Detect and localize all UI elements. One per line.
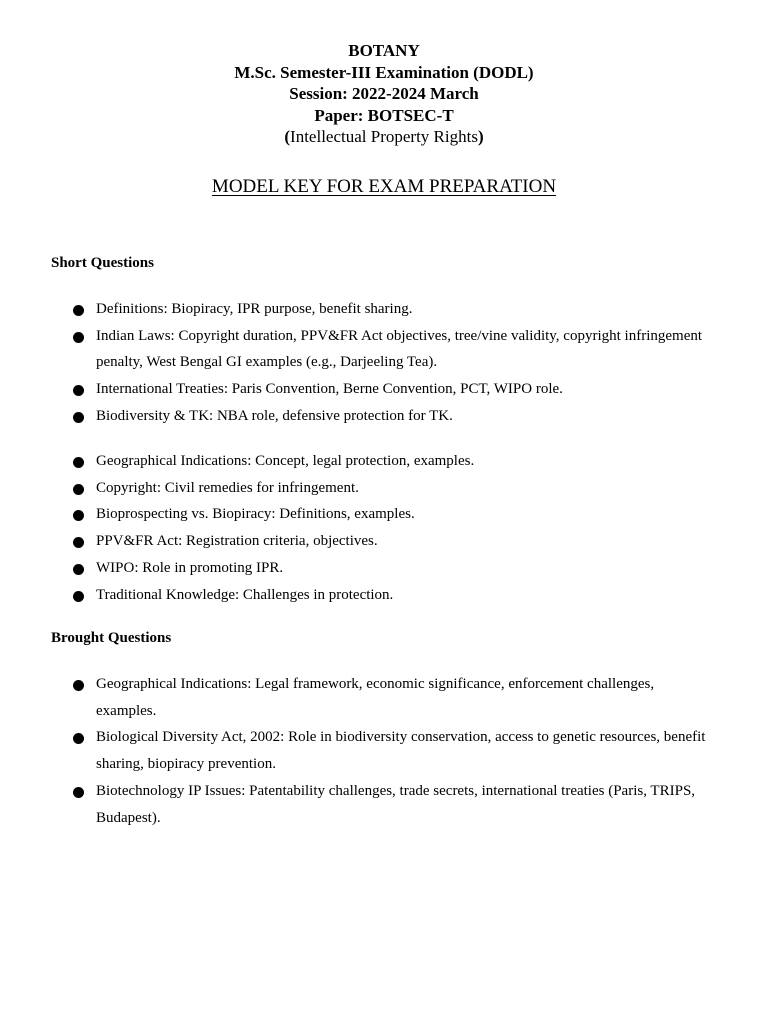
bullet-icon bbox=[73, 332, 84, 343]
list-item-text: International Treaties: Paris Convention, Berne Convention, PCT, WIPO role. bbox=[96, 381, 563, 398]
bullet-icon bbox=[73, 412, 84, 423]
open-paren: ( bbox=[284, 127, 291, 146]
list-item bbox=[0, 376, 716, 403]
list-item bbox=[0, 582, 716, 609]
list-item-text: Biological Diversity Act, 2002: Role in biodiversity conservation, access to genetic resources, benefit sharing, biopiracy prevention. bbox=[96, 729, 706, 773]
exam-line: M.Sc. Semester-III Examination (DODL) bbox=[234, 62, 534, 82]
list-item-text: Geographical Indications: Concept, legal protection, examples. bbox=[96, 453, 475, 469]
list-item-text: PPV&FR Act: Registration criteria, objectives. bbox=[96, 533, 378, 550]
list-item-text: Indian Laws: Copyright duration, PPV&FR Act objectives, tree/vine validity, copyright infringement penalty, West Bengal GI examples (e.g., Darjeeling Tea). bbox=[96, 327, 703, 371]
list-item bbox=[0, 296, 716, 323]
subject-heading: BOTANY bbox=[348, 41, 420, 60]
bullet-icon bbox=[73, 680, 84, 691]
document-header bbox=[0, 40, 768, 148]
bullet-icon bbox=[73, 457, 84, 468]
list-item bbox=[0, 671, 716, 724]
list-item bbox=[0, 448, 716, 475]
bullet-icon bbox=[73, 537, 84, 548]
brought-questions-list bbox=[0, 671, 716, 831]
list-item-text: Geographical Indications: Legal framework, economic significance, enforcement challenges, examples. bbox=[96, 676, 655, 719]
list-item bbox=[0, 778, 716, 831]
bullet-icon bbox=[73, 733, 84, 744]
list-item bbox=[0, 724, 716, 777]
document-title: MODEL KEY FOR EXAM PREPARATION bbox=[211, 176, 557, 197]
list-item-text: Copyright: Civil remedies for infringement. bbox=[96, 479, 359, 496]
short-questions-list-2 bbox=[0, 448, 716, 608]
brought-questions-heading: Brought Questions bbox=[51, 630, 172, 646]
list-item-text: WIPO: Role in promoting IPR. bbox=[96, 559, 284, 576]
list-item bbox=[0, 323, 716, 376]
close-paren: ) bbox=[477, 127, 484, 146]
session-line: Session: 2022-2024 March bbox=[289, 84, 479, 103]
list-item bbox=[0, 403, 716, 430]
list-item-text: Biotechnology IP Issues: Patentability challenges, trade secrets, international treaties (Paris, TRIPS, Budapest). bbox=[96, 782, 696, 826]
bullet-icon bbox=[73, 564, 84, 575]
list-item-text: Biodiversity & TK: NBA role, defensive protection for TK. bbox=[96, 407, 453, 424]
paper-subject-line bbox=[0, 126, 768, 148]
list-item-text: Traditional Knowledge: Challenges in protection. bbox=[96, 586, 394, 603]
bullet-icon bbox=[73, 385, 84, 396]
paper-line: Paper: BOTSEC-T bbox=[314, 105, 454, 125]
bullet-icon bbox=[73, 591, 84, 602]
list-item-text: Definitions: Biopiracy, IPR purpose, benefit sharing. bbox=[96, 301, 413, 317]
bullet-icon bbox=[73, 510, 84, 521]
bullet-icon bbox=[73, 787, 84, 798]
list-item bbox=[0, 555, 716, 582]
list-item bbox=[0, 501, 716, 528]
list-item bbox=[0, 475, 716, 502]
list-item-text: Bioprospecting vs. Biopiracy: Definitions, examples. bbox=[96, 506, 415, 523]
paper-subject-name: Intellectual Property Rights bbox=[290, 127, 478, 146]
list-item bbox=[0, 528, 716, 555]
short-questions-heading: Short Questions bbox=[51, 255, 154, 271]
short-questions-list-1 bbox=[0, 296, 716, 430]
bullet-icon bbox=[73, 484, 84, 495]
bullet-icon bbox=[73, 305, 84, 316]
